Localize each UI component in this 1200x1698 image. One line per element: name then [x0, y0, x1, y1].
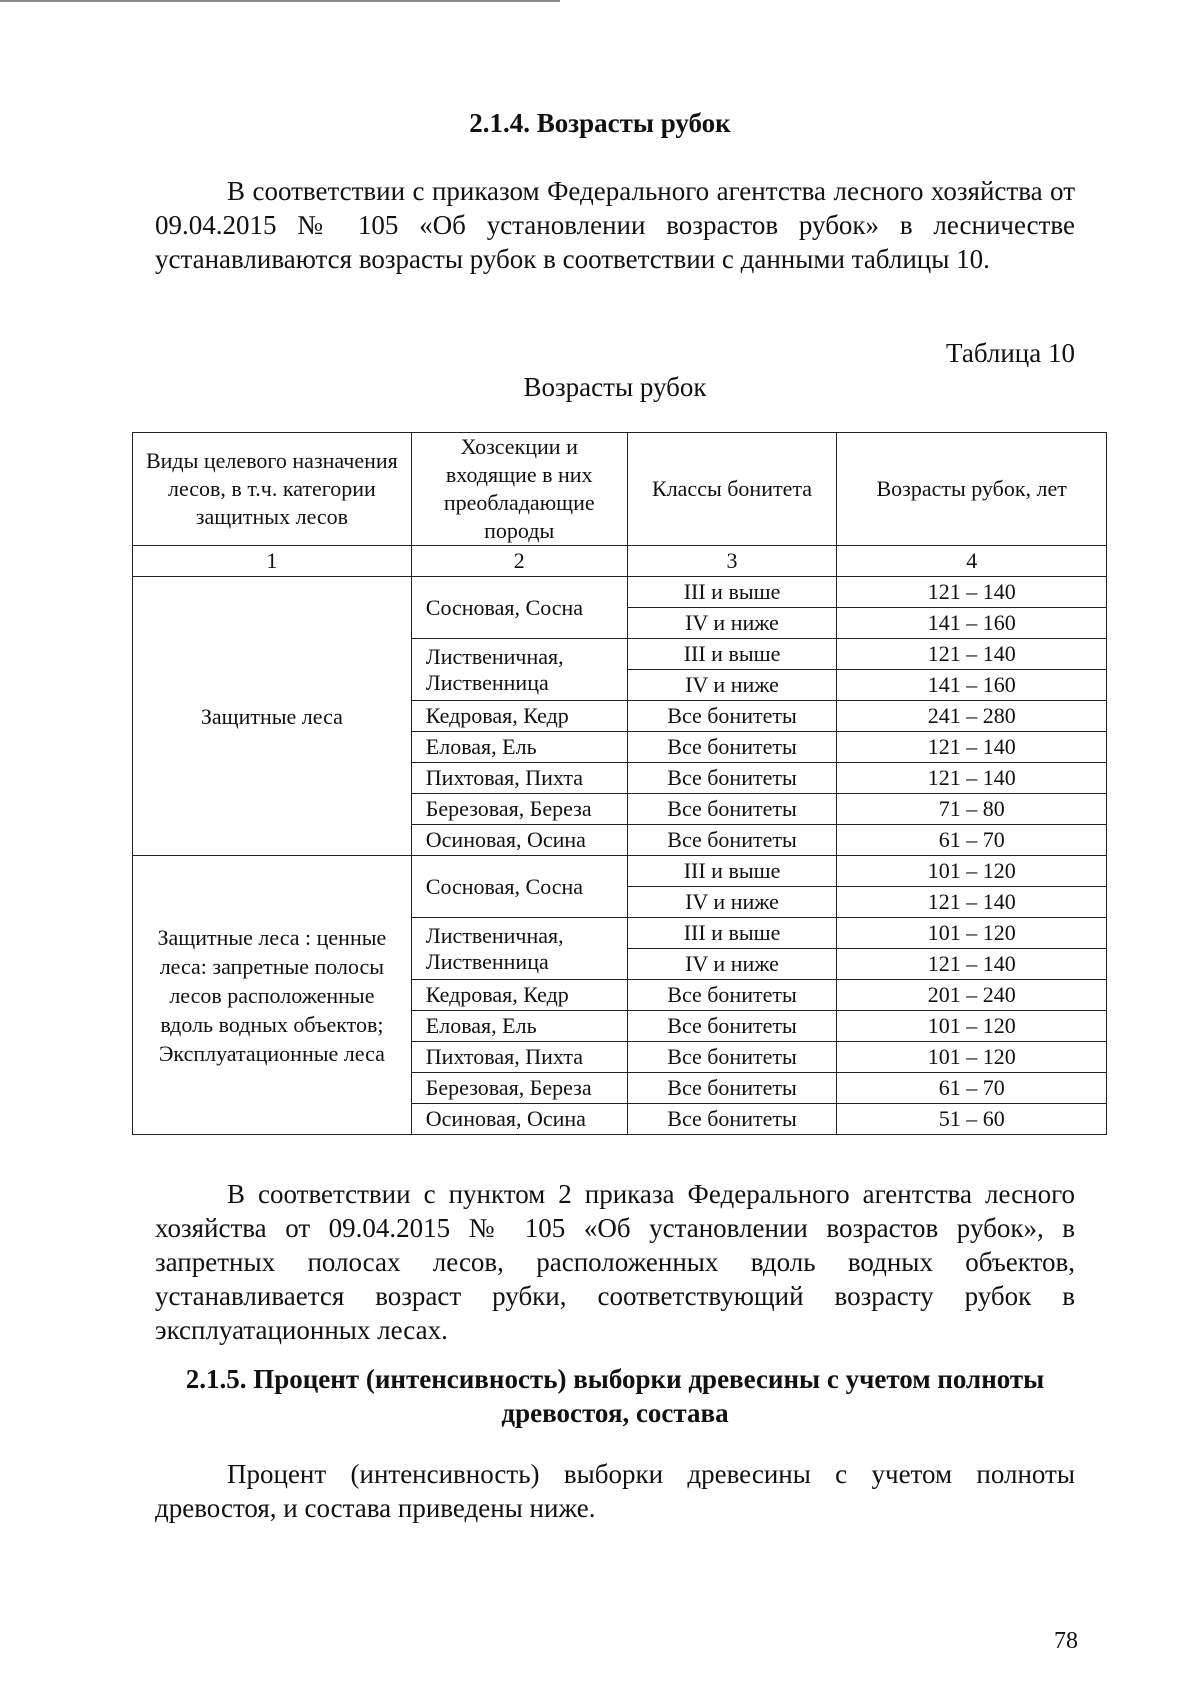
cutting-age-cell: 101 – 120 — [837, 918, 1107, 949]
column-number: 3 — [627, 546, 837, 577]
table-header-row — [133, 433, 1107, 546]
site-class-cell: Все бонитеты — [627, 701, 837, 732]
table-row — [133, 577, 1107, 608]
column-header: Возрасты рубок, лет — [837, 433, 1107, 546]
column-number-row — [133, 546, 1107, 577]
cutting-age-cell: 101 – 120 — [837, 1042, 1107, 1073]
cutting-age-cell: 241 – 280 — [837, 701, 1107, 732]
selection-paragraph-text: Процент (интенсивность) выборки древесины с учетом полноты древостоя, и состава приведены ниже. — [155, 1459, 1075, 1523]
section-species-cell: Лиственичная, Лиственница — [411, 918, 627, 980]
forest-category-cell: Защитные леса : ценные леса: запретные полосы лесов расположенные вдоль водных объектов; Эксплуатационные леса — [133, 856, 412, 1135]
section-species-cell: Березовая, Береза — [411, 794, 627, 825]
site-class-cell: Все бонитеты — [627, 1042, 837, 1073]
section-species-cell: Еловая, Ель — [411, 732, 627, 763]
table-body — [133, 433, 1107, 1135]
scan-edge-line — [0, 0, 560, 2]
cutting-age-cell: 141 – 160 — [837, 608, 1107, 639]
cutting-age-cell: 121 – 140 — [837, 732, 1107, 763]
section-species-cell: Кедровая, Кедр — [411, 701, 627, 732]
section-species-cell: Пихтовая, Пихта — [411, 763, 627, 794]
site-class-cell: IV и ниже — [627, 887, 837, 918]
site-class-cell: III и выше — [627, 856, 837, 887]
column-number: 4 — [837, 546, 1107, 577]
cutting-age-cell: 121 – 140 — [837, 577, 1107, 608]
section-species-cell: Лиственичная, Лиственница — [411, 639, 627, 701]
section-species-cell: Пихтовая, Пихта — [411, 1042, 627, 1073]
cutting-age-table — [132, 432, 1107, 1135]
site-class-cell: Все бонитеты — [627, 1011, 837, 1042]
site-class-cell: Все бонитеты — [627, 825, 837, 856]
intro-paragraph — [155, 174, 1075, 276]
section-species-cell: Кедровая, Кедр — [411, 980, 627, 1011]
site-class-cell: Все бонитеты — [627, 732, 837, 763]
section-heading-2-1-4: 2.1.4. Возрасты рубок — [469, 108, 731, 138]
site-class-cell: Все бонитеты — [627, 763, 837, 794]
column-number: 2 — [411, 546, 627, 577]
table-row — [133, 856, 1107, 887]
order-paragraph — [155, 1177, 1075, 1347]
section-species-cell: Осиновая, Осина — [411, 825, 627, 856]
site-class-cell: IV и ниже — [627, 670, 837, 701]
site-class-cell: III и выше — [627, 639, 837, 670]
order-paragraph-text: В соответствии с пунктом 2 приказа Федерального агентства лесного хозяйства от 09.04.2015 № 105 «Об установлении возрастов рубок», в запретных полосах лесов, расположенных вдоль водных объектов, устанавливается возраст рубки, соответствующий возрасту рубок в эксплуатационных лесах. — [155, 1179, 1075, 1345]
section-heading-2-1-5: 2.1.5. Процент (интенсивность) выборки древесины с учетом полноты древостоя, состава — [185, 1364, 1045, 1428]
page-number: 78 — [1054, 1628, 1078, 1654]
forest-category-cell: Защитные леса — [133, 577, 412, 856]
cutting-age-cell: 61 – 70 — [837, 1073, 1107, 1104]
column-header: Хозсекции и входящие в них преобладающие породы — [411, 433, 627, 546]
cutting-age-cell: 71 – 80 — [837, 794, 1107, 825]
site-class-cell: III и выше — [627, 918, 837, 949]
cutting-age-cell: 121 – 140 — [837, 639, 1107, 670]
section-species-cell: Осиновая, Осина — [411, 1104, 627, 1135]
table-title: Возрасты рубок — [523, 372, 707, 402]
site-class-cell: IV и ниже — [627, 608, 837, 639]
cutting-age-cell: 121 – 140 — [837, 887, 1107, 918]
intro-paragraph-text: В соответствии с приказом Федерального агентства лесного хозяйства от 09.04.2015 № 105 «Об установлении возрастов рубок» в лесничестве устанавливаются возрасты рубок в соответствии с данными таблицы 10. — [155, 176, 1075, 274]
site-class-cell: Все бонитеты — [627, 1073, 837, 1104]
section-species-cell: Сосновая, Сосна — [411, 856, 627, 918]
site-class-cell: Все бонитеты — [627, 794, 837, 825]
table-label: Таблица 10 — [946, 338, 1075, 368]
section-species-cell: Березовая, Береза — [411, 1073, 627, 1104]
site-class-cell: Все бонитеты — [627, 980, 837, 1011]
cutting-age-cell: 201 – 240 — [837, 980, 1107, 1011]
cutting-age-cell: 121 – 140 — [837, 949, 1107, 980]
cutting-age-cell: 101 – 120 — [837, 856, 1107, 887]
cutting-age-cell: 121 – 140 — [837, 763, 1107, 794]
cutting-age-cell: 101 – 120 — [837, 1011, 1107, 1042]
column-header: Классы бонитета — [627, 433, 837, 546]
cutting-age-cell: 141 – 160 — [837, 670, 1107, 701]
site-class-cell: IV и ниже — [627, 949, 837, 980]
column-number: 1 — [133, 546, 412, 577]
selection-paragraph — [155, 1457, 1075, 1525]
column-header: Виды целевого назначения лесов, в т.ч. категории защитных лесов — [133, 433, 412, 546]
site-class-cell: Все бонитеты — [627, 1104, 837, 1135]
cutting-age-cell: 51 – 60 — [837, 1104, 1107, 1135]
section-species-cell: Сосновая, Сосна — [411, 577, 627, 639]
section-species-cell: Еловая, Ель — [411, 1011, 627, 1042]
cutting-age-cell: 61 – 70 — [837, 825, 1107, 856]
site-class-cell: III и выше — [627, 577, 837, 608]
